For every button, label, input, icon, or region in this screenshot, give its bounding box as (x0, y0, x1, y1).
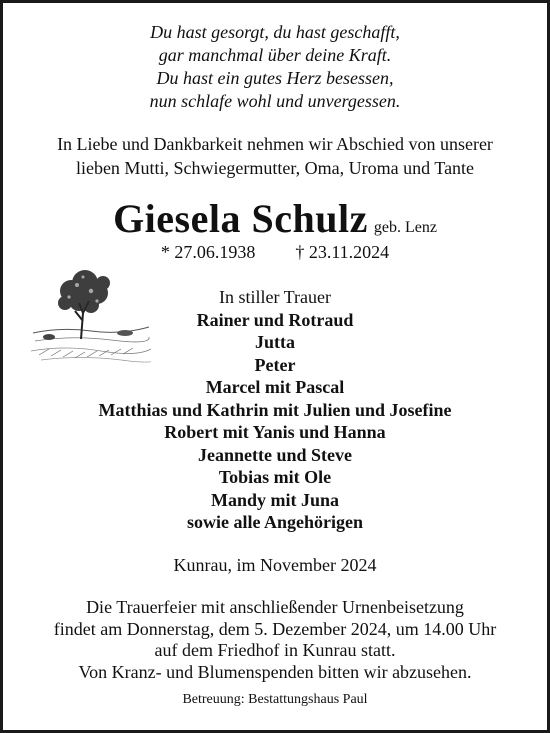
memorial-poem (3, 21, 547, 113)
mourner-entry: Jutta (255, 332, 295, 352)
notice-line: Von Kranz- und Blumenspenden bitten wir abzusehen. (78, 661, 472, 682)
mourner-entry: Matthias und Kathrin mit Julien und Josefine (98, 399, 452, 420)
mourner-entry: Mandy mit Juna (210, 489, 340, 510)
intro-line: lieben Mutti, Schwiegermutter, Oma, Uroma und Tante (75, 158, 475, 178)
poem-line: gar manchmal über deine Kraft. (158, 45, 392, 65)
notice-line: Die Trauerfeier mit anschließender Urnenbeisetzung (86, 597, 464, 617)
poem-line: nun schlafe wohl und unvergessen. (149, 91, 401, 111)
birth-date: * 27.06.1938 (160, 242, 256, 262)
funeral-home-credit: Betreuung: Bestattungshaus Paul (182, 692, 368, 707)
maiden-name: geb. Lenz (373, 219, 437, 236)
mourner-entry: Jeannette und Steve (198, 444, 352, 465)
poem-line: Du hast gesorgt, du hast geschafft, (150, 22, 400, 42)
mourner-entry: Peter (254, 354, 296, 375)
notice-line: auf dem Friedhof in Kunrau statt. (154, 640, 396, 660)
mourner-entry: Marcel mit Pascal (205, 377, 345, 397)
mourner-entry: Robert mit Yanis und Hanna (164, 422, 386, 442)
deceased-heading (3, 195, 547, 242)
mourner-entry: Tobias mit Ole (218, 467, 332, 487)
life-dates (3, 241, 547, 263)
intro-line: In Liebe und Dankbarkeit nehmen wir Abschied von unserer (57, 134, 493, 154)
mourners-list (3, 286, 547, 534)
notice-line: findet am Donnerstag, dem 5. Dezember 2024, um 14.00 Uhr (53, 618, 497, 639)
funeral-notice (3, 597, 547, 683)
death-date: † 23.11.2024 (295, 242, 390, 262)
poem-line: Du hast ein gutes Herz besessen, (156, 68, 394, 88)
place-and-date: Kunrau, im November 2024 (173, 555, 377, 575)
farewell-intro (3, 132, 547, 180)
deceased-name: Giesela Schulz (113, 196, 368, 241)
mourner-entry: Rainer und Rotraud (196, 309, 354, 330)
mourner-entry: sowie alle Angehörigen (187, 512, 363, 532)
mourning-lead: In stiller Trauer (219, 287, 331, 307)
